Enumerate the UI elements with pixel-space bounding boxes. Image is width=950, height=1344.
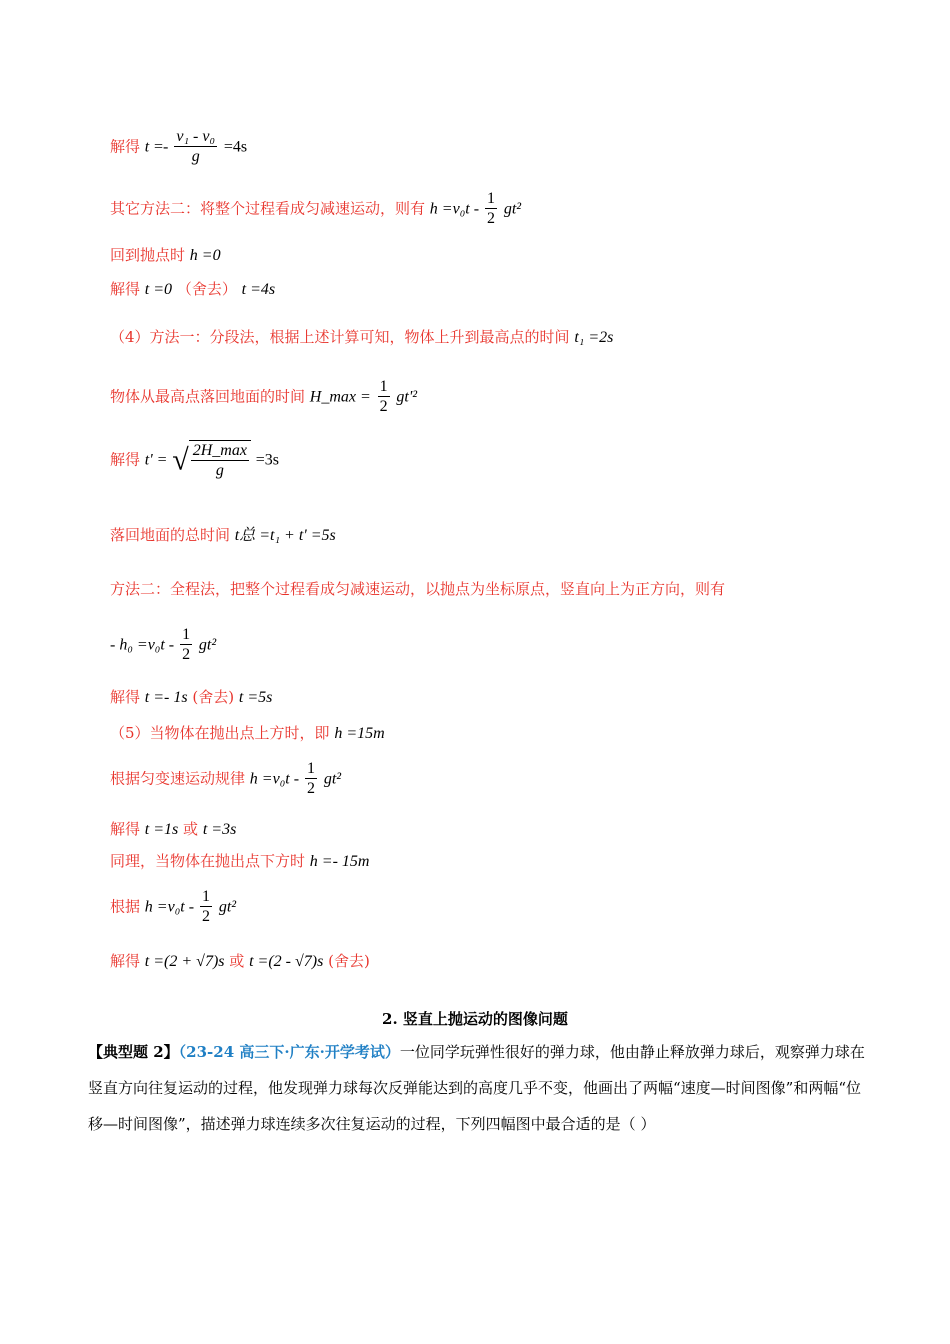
or-word: 或 bbox=[229, 952, 245, 970]
total-time-equation: t总 =t₁ + t' =5s bbox=[234, 527, 336, 544]
fall-time-var: t' = bbox=[144, 451, 168, 469]
result-value: =4s bbox=[223, 138, 248, 156]
negative-time: t =- 1s bbox=[144, 689, 188, 706]
problem-paragraph bbox=[88, 1034, 868, 1142]
solution-line-2 bbox=[110, 190, 521, 229]
rise-time: t₁ =2s bbox=[574, 329, 614, 346]
problem-tag: 【典型题 2】 bbox=[88, 1043, 179, 1061]
time-option-b: t =(2 - √7)s bbox=[249, 953, 324, 970]
displacement-equation: h =v₀t - bbox=[429, 200, 484, 218]
return-label: 回到抛点时 bbox=[110, 246, 186, 264]
half-fraction bbox=[200, 888, 212, 927]
fraction-numerator: 1 bbox=[182, 626, 191, 643]
max-height-equation: H_max = bbox=[309, 388, 371, 406]
below-point-label: 同理，当物体在抛出点下方时 bbox=[110, 852, 306, 870]
half-fraction bbox=[180, 626, 192, 665]
fraction-numerator: 1 bbox=[202, 888, 211, 905]
height-zero: h =0 bbox=[189, 247, 221, 264]
half-fraction bbox=[305, 760, 317, 799]
solution-line-12 bbox=[110, 722, 385, 743]
fraction-denominator: 2 bbox=[307, 780, 316, 797]
solution-line-6 bbox=[110, 378, 417, 417]
solution-line-11 bbox=[110, 686, 272, 707]
fraction-denominator: 2 bbox=[182, 646, 191, 663]
equation-tail: gt² bbox=[323, 770, 342, 788]
or-word: 或 bbox=[183, 820, 199, 838]
fraction-numerator: 1 bbox=[487, 190, 496, 207]
solution-line-15 bbox=[110, 850, 369, 871]
time-var: t bbox=[144, 138, 150, 156]
result-value: =3s bbox=[255, 451, 279, 469]
solution-line-7 bbox=[110, 440, 279, 481]
fraction-numerator: 1 bbox=[307, 760, 316, 777]
velocity-fraction bbox=[174, 128, 217, 167]
solution-line-14 bbox=[110, 818, 236, 839]
solve-label: 解得 bbox=[110, 450, 141, 469]
according-label: 根据 bbox=[110, 897, 141, 916]
whole-process-label: 方法二：全程法，把整个过程看成匀减速运动，以抛点为坐标原点，竖直向上为正方向，则有 bbox=[110, 580, 726, 598]
displacement-equation: h =v₀t - bbox=[144, 898, 199, 916]
time-option-b: t =3s bbox=[202, 821, 237, 838]
time-result: t =4s bbox=[241, 281, 276, 298]
equation-tail: gt² bbox=[218, 898, 237, 916]
time-zero: t =0 bbox=[144, 281, 173, 298]
solve-label: 解得 bbox=[110, 820, 141, 838]
above-point-label: （5）当物体在抛出点上方时，即 bbox=[110, 724, 330, 742]
total-time-label: 落回地面的总时间 bbox=[110, 526, 231, 544]
square-root bbox=[172, 440, 251, 481]
height-value: h =15m bbox=[334, 725, 385, 742]
solve-label: 解得 bbox=[110, 688, 141, 706]
method-one-label: （4）方法一：分段法，根据上述计算可知，物体上升到最高点的时间 bbox=[110, 328, 570, 346]
problem-text: 一位同学玩弹性很好的弹力球，他由静止释放弹力球后，观察弹力球在竖直方向往复运动的过程，他发现弹力球每次反弹能达到的高度几乎不变，他画出了两幅“速度—时间图像”和两幅“位移—时间图像”，描述弹力球连续多次往复运动的过程，下列四幅图中最合适的是（ ） bbox=[88, 1043, 865, 1133]
time-option-a: t =1s bbox=[144, 821, 179, 838]
fraction-denominator: 2 bbox=[487, 210, 496, 227]
solution-line-3 bbox=[110, 244, 221, 265]
solution-line-8 bbox=[110, 522, 336, 545]
discard-note: (舍去) bbox=[192, 688, 235, 706]
fraction-denominator: g bbox=[215, 462, 224, 479]
fraction-denominator: 2 bbox=[202, 908, 211, 925]
problem-source: （23-24 高三下·广东·开学考试） bbox=[178, 1043, 400, 1061]
displacement-equation: h =v₀t - bbox=[249, 770, 304, 788]
equation-tail: gt'² bbox=[396, 388, 418, 406]
section-title: 2. 竖直上抛运动的图像问题 bbox=[382, 1010, 568, 1028]
solution-line-1 bbox=[110, 128, 247, 167]
method-two-label: 其它方法二：将整个过程看成匀减速运动，则有 bbox=[110, 199, 426, 218]
equals-neg: =- bbox=[154, 138, 173, 156]
solve-label: 解得 bbox=[110, 137, 141, 156]
solution-line-13 bbox=[110, 760, 341, 799]
equation-tail: gt² bbox=[198, 636, 217, 654]
solution-line-4 bbox=[110, 278, 275, 299]
fraction-numerator: 1 bbox=[379, 378, 388, 395]
fraction-numerator: v₁ - v₀ bbox=[176, 128, 216, 145]
fall-time-label: 物体从最高点落回地面的时间 bbox=[110, 387, 306, 406]
solve-label: 解得 bbox=[110, 952, 141, 970]
whole-process-equation: - h₀ =v₀t - bbox=[110, 636, 179, 654]
solve-label: 解得 bbox=[110, 280, 141, 298]
discard-note: (舍去) bbox=[328, 952, 370, 970]
solution-line-10 bbox=[110, 626, 216, 665]
half-fraction bbox=[378, 378, 390, 417]
law-label: 根据匀变速运动规律 bbox=[110, 769, 246, 788]
height-value: h =- 15m bbox=[309, 853, 370, 870]
fraction-numerator: 2H_max bbox=[192, 442, 247, 459]
solution-line-17 bbox=[110, 950, 370, 971]
solution-line-16 bbox=[110, 888, 236, 927]
fraction-denominator: g bbox=[191, 148, 200, 165]
solution-line-9 bbox=[110, 578, 725, 599]
height-over-g bbox=[191, 442, 249, 481]
equation-tail: gt² bbox=[503, 200, 522, 218]
discard-note: （舍去） bbox=[176, 280, 237, 298]
fraction-denominator: 2 bbox=[379, 398, 388, 415]
time-option-a: t =(2 + √7)s bbox=[144, 953, 225, 970]
time-result: t =5s bbox=[238, 689, 273, 706]
radical-sign: √ bbox=[172, 443, 189, 477]
solution-line-5 bbox=[110, 326, 613, 347]
half-fraction bbox=[485, 190, 497, 229]
